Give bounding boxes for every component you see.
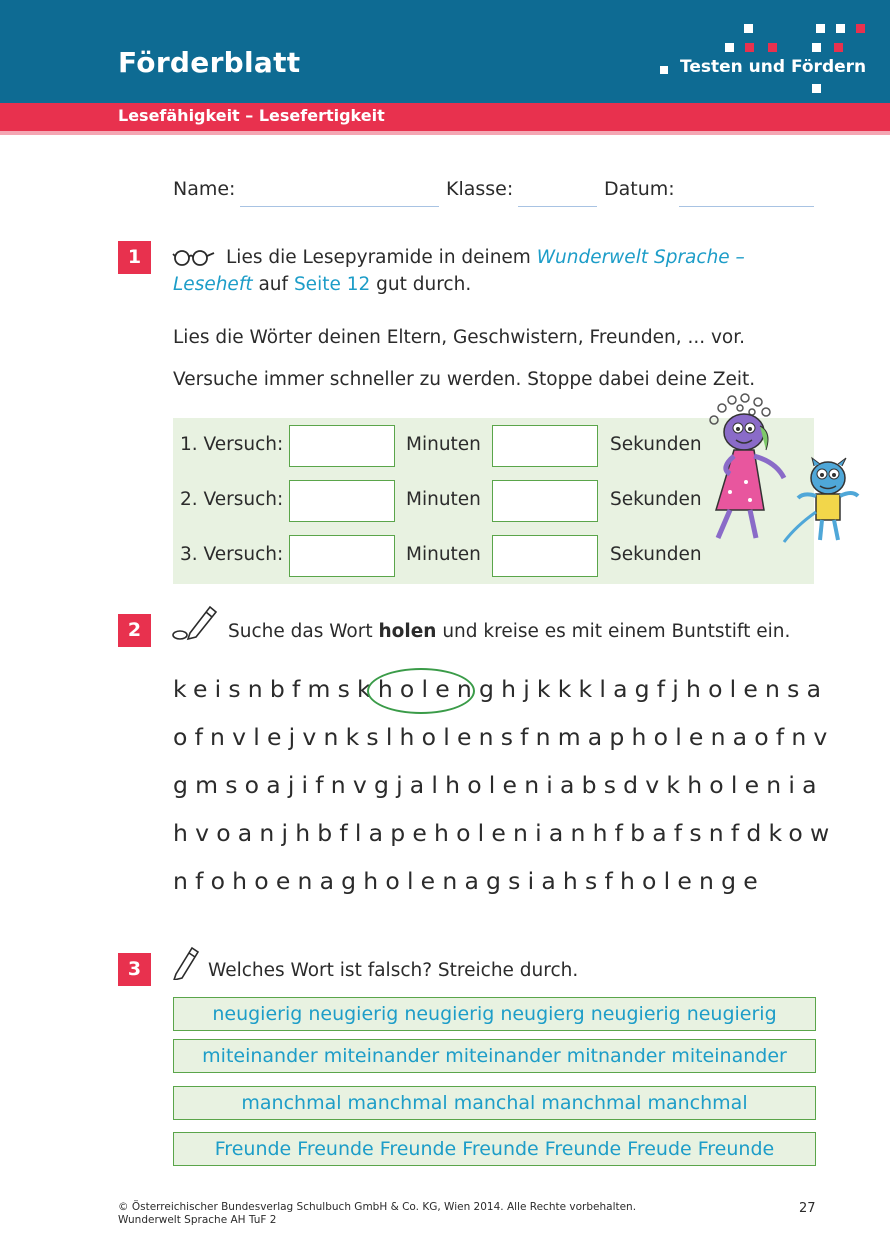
letter-row-1: keisnbfmskholenghjkkklagfjholensa (173, 675, 829, 703)
task-3-number: 3 (118, 953, 151, 986)
pencil-circle-icon (170, 603, 218, 643)
attempt-3-label: 3. Versuch: (180, 544, 284, 565)
attempt-2-minutes-box[interactable] (289, 480, 395, 522)
word-row-3[interactable]: manchmal manchmal manchal manchmal manchmal (173, 1086, 816, 1120)
glasses-icon (172, 248, 216, 268)
footer-copyright: © Österreichischer Bundesverlag Schulbuch GmbH & Co. KG, Wien 2014. Alle Rechte vorbehalten. (118, 1201, 637, 1213)
attempt-1-minutes-box[interactable] (289, 425, 395, 467)
date-label: Datum: (604, 178, 675, 200)
monster-illustration (700, 392, 860, 552)
page-title: Förderblatt (118, 46, 301, 79)
task-1-text-b: auf (252, 274, 294, 295)
brand-bullet-icon (660, 66, 668, 74)
letter-row-3: gmsoajifnvgjalholeniabsdvkholenia (173, 771, 824, 799)
example-circle-mark (367, 668, 475, 714)
class-field[interactable] (518, 206, 597, 207)
attempt-3-minutes-label: Minuten (406, 544, 481, 565)
attempt-1-minutes-label: Minuten (406, 434, 481, 455)
pencil-icon (172, 944, 202, 980)
attempt-2-seconds-label: Sekunden (610, 489, 702, 510)
attempt-3-seconds-label: Sekunden (610, 544, 702, 565)
name-label: Name: (173, 178, 236, 200)
brand-label: Testen und Fördern (680, 57, 867, 77)
book-subtitle: Leseheft (173, 274, 253, 295)
attempt-1-seconds-label: Sekunden (610, 434, 702, 455)
page-number: 27 (799, 1201, 816, 1216)
attempt-1-label: 1. Versuch: (180, 434, 284, 455)
word-row-4[interactable]: Freunde Freunde Freunde Freunde Freunde Freude Freunde (173, 1132, 816, 1166)
task-2-keyword: holen (378, 621, 437, 642)
word-row-2[interactable]: miteinander miteinander miteinander mitnander miteinander (173, 1039, 816, 1073)
task-1-text-c: gut durch. (370, 274, 472, 295)
letter-row-4: hvoanjhbflapeholenianhfbafsnfdkow (173, 819, 837, 847)
page-subtitle: Lesefähigkeit – Lesefertigkeit (118, 106, 385, 125)
attempt-2-label: 2. Versuch: (180, 489, 284, 510)
letter-row-2: ofnvlejvnkslholensfnmapholenaofnv (173, 723, 835, 751)
word-row-1[interactable]: neugierig neugierig neugierig neugierg neugierig neugierig (173, 997, 816, 1031)
task-2-number: 2 (118, 614, 151, 647)
book-title: Wunderwelt Sprache – (536, 247, 745, 268)
date-field[interactable] (679, 206, 814, 207)
page-reference: Seite 12 (293, 274, 371, 295)
task-2-text-a: Suche das Wort (228, 621, 379, 642)
task-1-paragraph-3: Versuche immer schneller zu werden. Stoppe dabei deine Zeit. (173, 369, 756, 390)
letter-row-5: nfohoenagholenagsiahsfholenge (173, 867, 765, 895)
task-1-text-a: Lies die Lesepyramide in deinem (226, 247, 537, 268)
subtitle-band-shadow (0, 131, 890, 135)
task-3-instruction: Welches Wort ist falsch? Streiche durch. (208, 960, 579, 981)
attempt-1-seconds-box[interactable] (492, 425, 598, 467)
task-2-text-b: und kreise es mit einem Buntstift ein. (436, 621, 791, 642)
task-2-instruction (228, 618, 790, 645)
task-1-line-2 (173, 271, 471, 298)
attempt-3-seconds-box[interactable] (492, 535, 598, 577)
name-field[interactable] (240, 206, 439, 207)
task-1-line-1 (226, 244, 745, 271)
attempt-2-seconds-box[interactable] (492, 480, 598, 522)
task-1-number: 1 (118, 241, 151, 274)
task-1-paragraph-2: Lies die Wörter deinen Eltern, Geschwistern, Freunden, ... vor. (173, 327, 746, 348)
class-label: Klasse: (446, 178, 514, 200)
attempt-2-minutes-label: Minuten (406, 489, 481, 510)
attempt-3-minutes-box[interactable] (289, 535, 395, 577)
footer-book: Wunderwelt Sprache AH TuF 2 (118, 1214, 277, 1226)
